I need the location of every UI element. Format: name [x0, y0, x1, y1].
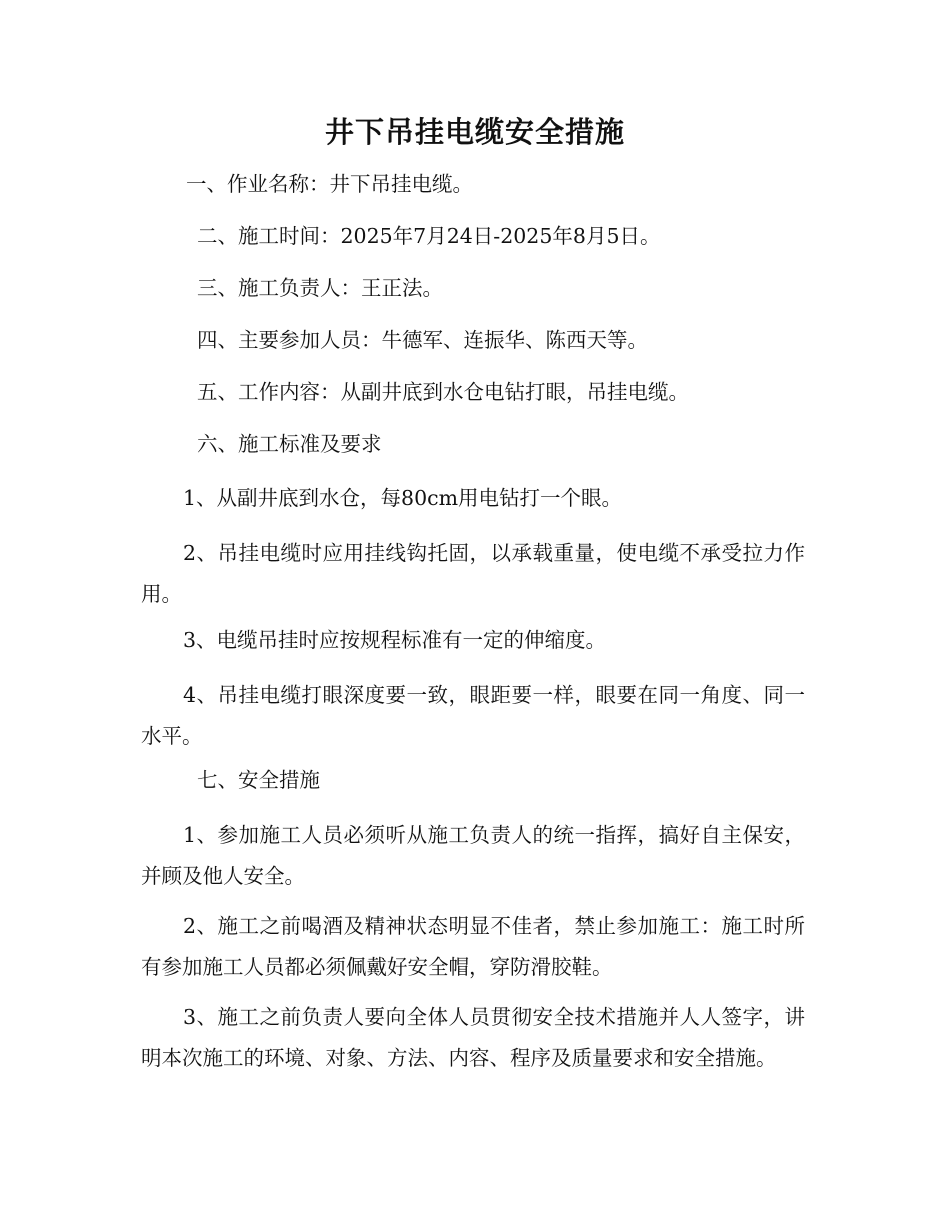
standards-item-2: 2、吊挂电缆时应用挂线钩托固，以承载重量，使电缆不承受拉力作用。 — [141, 541, 805, 606]
standards-item-4: 4、吊挂电缆打眼深度要一致，眼距要一样，眼要在同一角度、同一水平。 — [141, 683, 805, 748]
work-name-line: 一、作业名称：井下吊挂电缆。 — [186, 172, 473, 196]
safety-item-3: 3、施工之前负责人要向全体人员贯彻安全技术措施并人人签字，讲明本次施工的环境、对象、方法、内容、程序及质量要求和安全措施。 — [141, 1005, 805, 1070]
document-title: 井下吊挂电缆安全措施 — [324, 115, 625, 149]
work-content-line: 五、工作内容：从副井底到水仓电钻打眼，吊挂电缆。 — [197, 380, 689, 404]
standards-heading: 六、施工标准及要求 — [197, 432, 382, 456]
standards-item-1: 1、从副井底到水仓，每80cm用电钻打一个眼。 — [183, 486, 623, 510]
safety-item-1: 1、参加施工人员必须听从施工负责人的统一指挥，搞好自主保安，并顾及他人安全。 — [141, 823, 805, 888]
safety-heading: 七、安全措施 — [197, 768, 320, 792]
participants-line: 四、主要参加人员：牛德军、连振华、陈西天等。 — [197, 328, 648, 352]
safety-item-2: 2、施工之前喝酒及精神状态明显不佳者，禁止参加施工：施工时所有参加施工人员都必须佩戴好安全帽，穿防滑胶鞋。 — [141, 914, 805, 979]
standards-item-3: 3、电缆吊挂时应按规程标准有一定的伸缩度。 — [183, 628, 607, 652]
construction-time-line: 二、施工时间：2025年7月24日-2025年8月5日。 — [197, 224, 661, 248]
person-in-charge-line: 三、施工负责人：王正法。 — [197, 276, 443, 300]
